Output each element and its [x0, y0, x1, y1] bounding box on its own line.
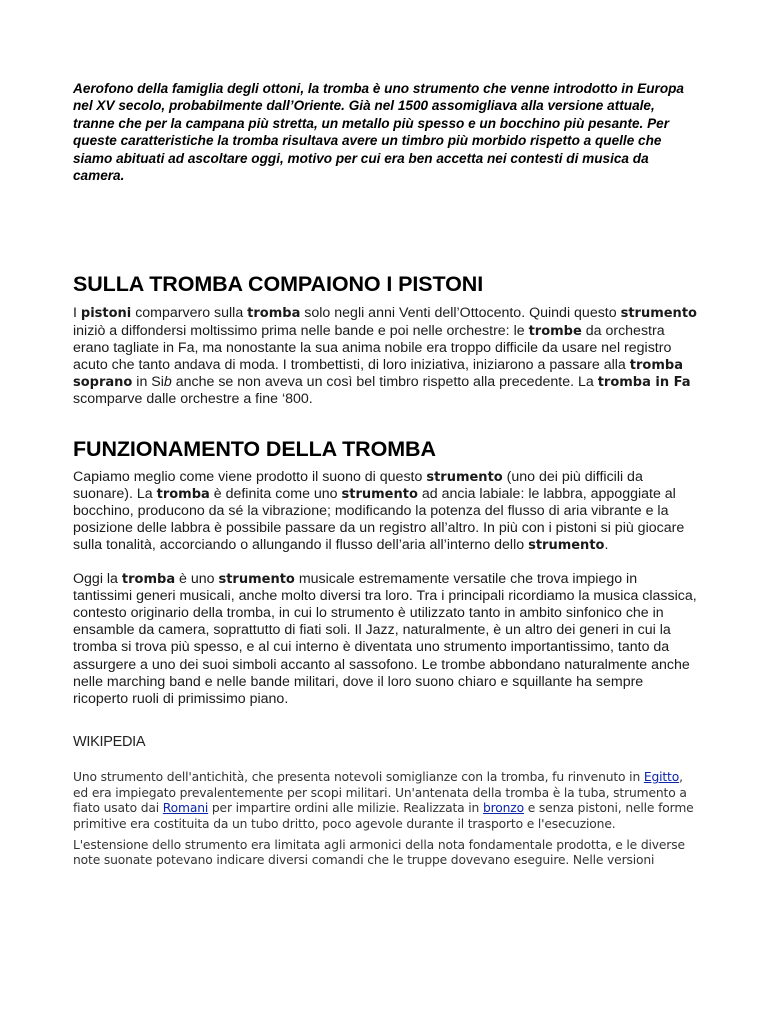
text-run: Oggi la — [73, 570, 122, 587]
text-run: solo negli anni Venti dell’Ottocento. Quindi questo — [300, 305, 621, 322]
text-run: da orchestra erano tagliate in Fa, ma nonostante la sua anima nobile era troppo difficile da usare nel registro acuto che tanto andava di moda. I trombettisti, di loro iniziativa, iniziarono a passare alla — [73, 322, 672, 374]
bold-term: tromba soprano — [73, 358, 683, 391]
text-run: . — [604, 537, 609, 554]
text-run: I — [73, 305, 81, 322]
bold-term: strumento — [620, 306, 697, 322]
text-run: iniziò a diffondersi moltissimo prima nelle bande e poi nelle orchestre: le — [73, 322, 529, 339]
text-run: anche se non aveva un così bel timbro rispetto alla precedente. La — [171, 374, 598, 391]
link-egitto[interactable]: Egitto — [643, 770, 680, 785]
bold-term: strumento — [218, 571, 295, 587]
text-run: musicale estremamente versatile che trova impiego in tantissimi generi musicali, anche molto diversi tra loro. Tra i principali ricordiamo la musica classica, contesto originario della tromba, in cui lo strumento è utilizzato tanto in ambito sinfonico che in ensamble da camera, soprattutto di fiati soli. Il Jazz, naturalmente, è un altro dei generi in cui la tromba si trova più spesso, e al cui interno è diventata uno strumento importantissimo, tanto da assurgere a uno dei suoi simboli accanto al sassofono. Le trombe abbondano naturalmente anche nelle marching band e nelle bande militari, dove il loro suono chiaro e squillante ha sempre ricoperto ruoli di primissimo piano. — [73, 570, 697, 708]
text-run: comparvero sulla — [131, 305, 248, 322]
link-romani[interactable]: Romani — [162, 801, 209, 816]
bold-term: tromba — [247, 306, 301, 322]
intro-paragraph: Aerofono della famiglia degli ottoni, la tromba è uno strumento che venne introdotto in Europa nel XV secolo, probabilmente dall’Oriente. Già nel 1500 assomigliava alla versione attuale, tranne che per la campana più stretta, un metallo più spesso e un bocchino più pesante. Per queste caratteristiche la tromba risultava avere un timbro più morbido rispetto a quelle che siamo abituati ad ascoltare oggi, motivo per cui era ben accetta nei contesti di musica da camera. — [73, 81, 684, 184]
bold-term: strumento — [341, 486, 418, 502]
paragraph-oggi — [73, 571, 698, 709]
italic-term: b — [163, 374, 172, 391]
bold-term: tromba in Fa — [597, 375, 691, 391]
heading-funzionamento: FUNZIONAMENTO DELLA TROMBA — [73, 436, 436, 461]
text-run: è definita come uno — [209, 485, 342, 502]
text-run: (uno dei più difficili da suonare). La — [73, 468, 643, 502]
bold-term: trombe — [528, 323, 582, 339]
wikipedia-paragraph-2: L'estensione dello strumento era limitata agli armonici della nota fondamentale prodotta, e le diverse note suonate potevano indicare diversi comandi che le truppe dovevano eseguire. Nelle versioni — [73, 837, 685, 868]
text-run: per impartire ordini alle milizie. Realizzata in — [208, 801, 483, 816]
bold-term: strumento — [528, 538, 605, 554]
bold-term: strumento — [426, 469, 503, 485]
bold-term: pistoni — [80, 306, 132, 322]
heading-pistoni: SULLA TROMBA COMPAIONO I PISTONI — [73, 272, 484, 297]
bold-term: tromba — [121, 571, 176, 587]
text-run: , ed era impiegato prevalentemente per scopi militari. Un'antenata della tromba è la tuba, strumento a fiato usato dai — [73, 770, 687, 816]
text-run: e senza pistoni, nelle forme primitive era costituita da un tubo dritto, poco agevole durante il trasporto e l'esecuzione. — [73, 801, 694, 832]
bold-term: tromba — [156, 486, 210, 502]
wikipedia-label: WIKIPEDIA — [73, 734, 146, 751]
text-run: ad ancia labiale: le labbra, appoggiate al bocchino, producono da sé la vibrazione; modificando la potenza del flusso di aria vibrante e la posizione delle labbra è possibile passare da un registro all’altro. In più con i pistoni si più giocare sulla tonalità, accorciando o allungando il flusso dell’aria all’interno dello — [73, 485, 685, 554]
paragraph-funzionamento — [73, 469, 698, 555]
text-run: è uno — [175, 570, 219, 587]
link-bronzo[interactable]: bronzo — [482, 801, 524, 816]
text-run: scomparve dalle orchestre a fine ‘800. — [73, 391, 313, 408]
document-page — [73, 80, 698, 869]
paragraph-pistoni — [73, 305, 698, 408]
text-run: Capiamo meglio come viene prodotto il suono di questo — [73, 468, 427, 485]
wikipedia-paragraph-1 — [73, 770, 698, 832]
text-run: Uno strumento dell'antichità, che presenta notevoli somiglianze con la tromba, fu rinvenuto in — [73, 770, 644, 785]
text-run: in Si — [132, 374, 164, 391]
